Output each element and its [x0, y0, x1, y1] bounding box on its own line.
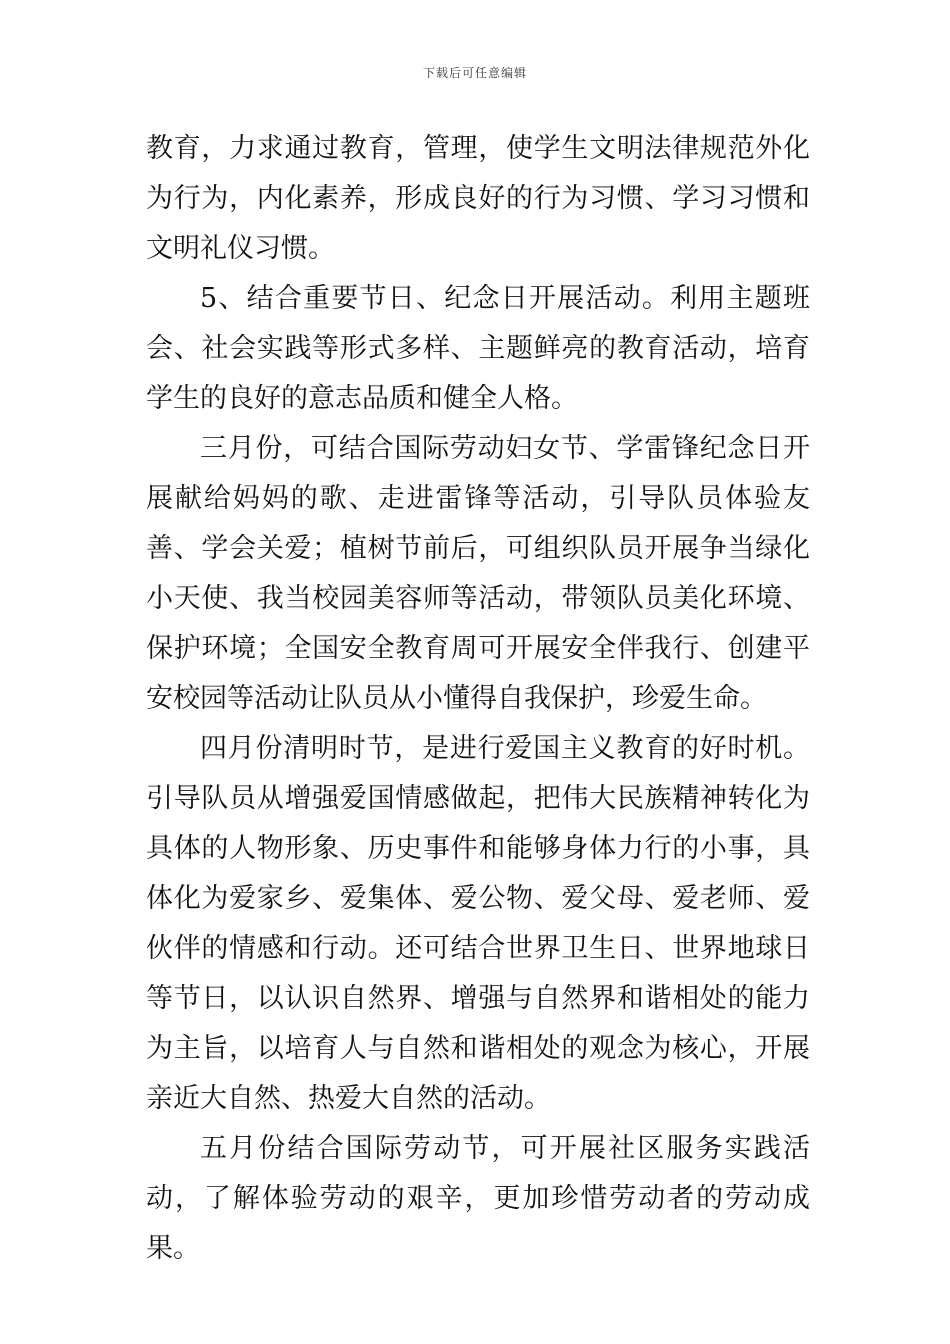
paragraph-5: 五月份结合国际劳动节，可开展社区服务实践活动，了解体验劳动的艰辛，更加珍惜劳动者的劳动成果。	[146, 1133, 810, 1264]
paragraph-4: 四月份清明时节，是进行爱国主义教育的好时机。引导队员从增强爱国情感做起，把伟大民族精神转化为具体的人物形象、历史事件和能够身体力行的小事，具体化为爱家乡、爱集体、爱公物、爱父母、爱老师、爱伙伴的情感和行动。还可结合世界卫生日、世界地球日等节日，以认识自然界、增强与自然界和谐相处的能力为主旨，以培育人与自然和谐相处的观念为核心，开展亲近大自然、热爱大自然的活动。	[146, 733, 810, 1114]
paragraph-1: 教育，力求通过教育，管理，使学生文明法律规范外化为行为，内化素养，形成良好的行为习惯、学习习惯和文明礼仪习惯。	[146, 133, 810, 264]
paragraph-2: 5、结合重要节日、纪念日开展活动。利用主题班会、社会实践等形式多样、主题鲜亮的教育活动，培育学生的良好的意志品质和健全人格。	[146, 283, 810, 414]
paragraph-3: 三月份，可结合国际劳动妇女节、学雷锋纪念日开展献给妈妈的歌、走进雷锋等活动，引导队员体验友善、学会关爱；植树节前后，可组织队员开展争当绿化小天使、我当校园美容师等活动，带领队员美化环境、保护环境；全国安全教育周可开展安全伴我行、创建平安校园等活动让队员从小懂得自我保护，珍爱生命。	[146, 433, 810, 714]
document-body	[146, 124, 810, 1274]
page-header: 下载后可任意编辑	[422, 66, 527, 80]
